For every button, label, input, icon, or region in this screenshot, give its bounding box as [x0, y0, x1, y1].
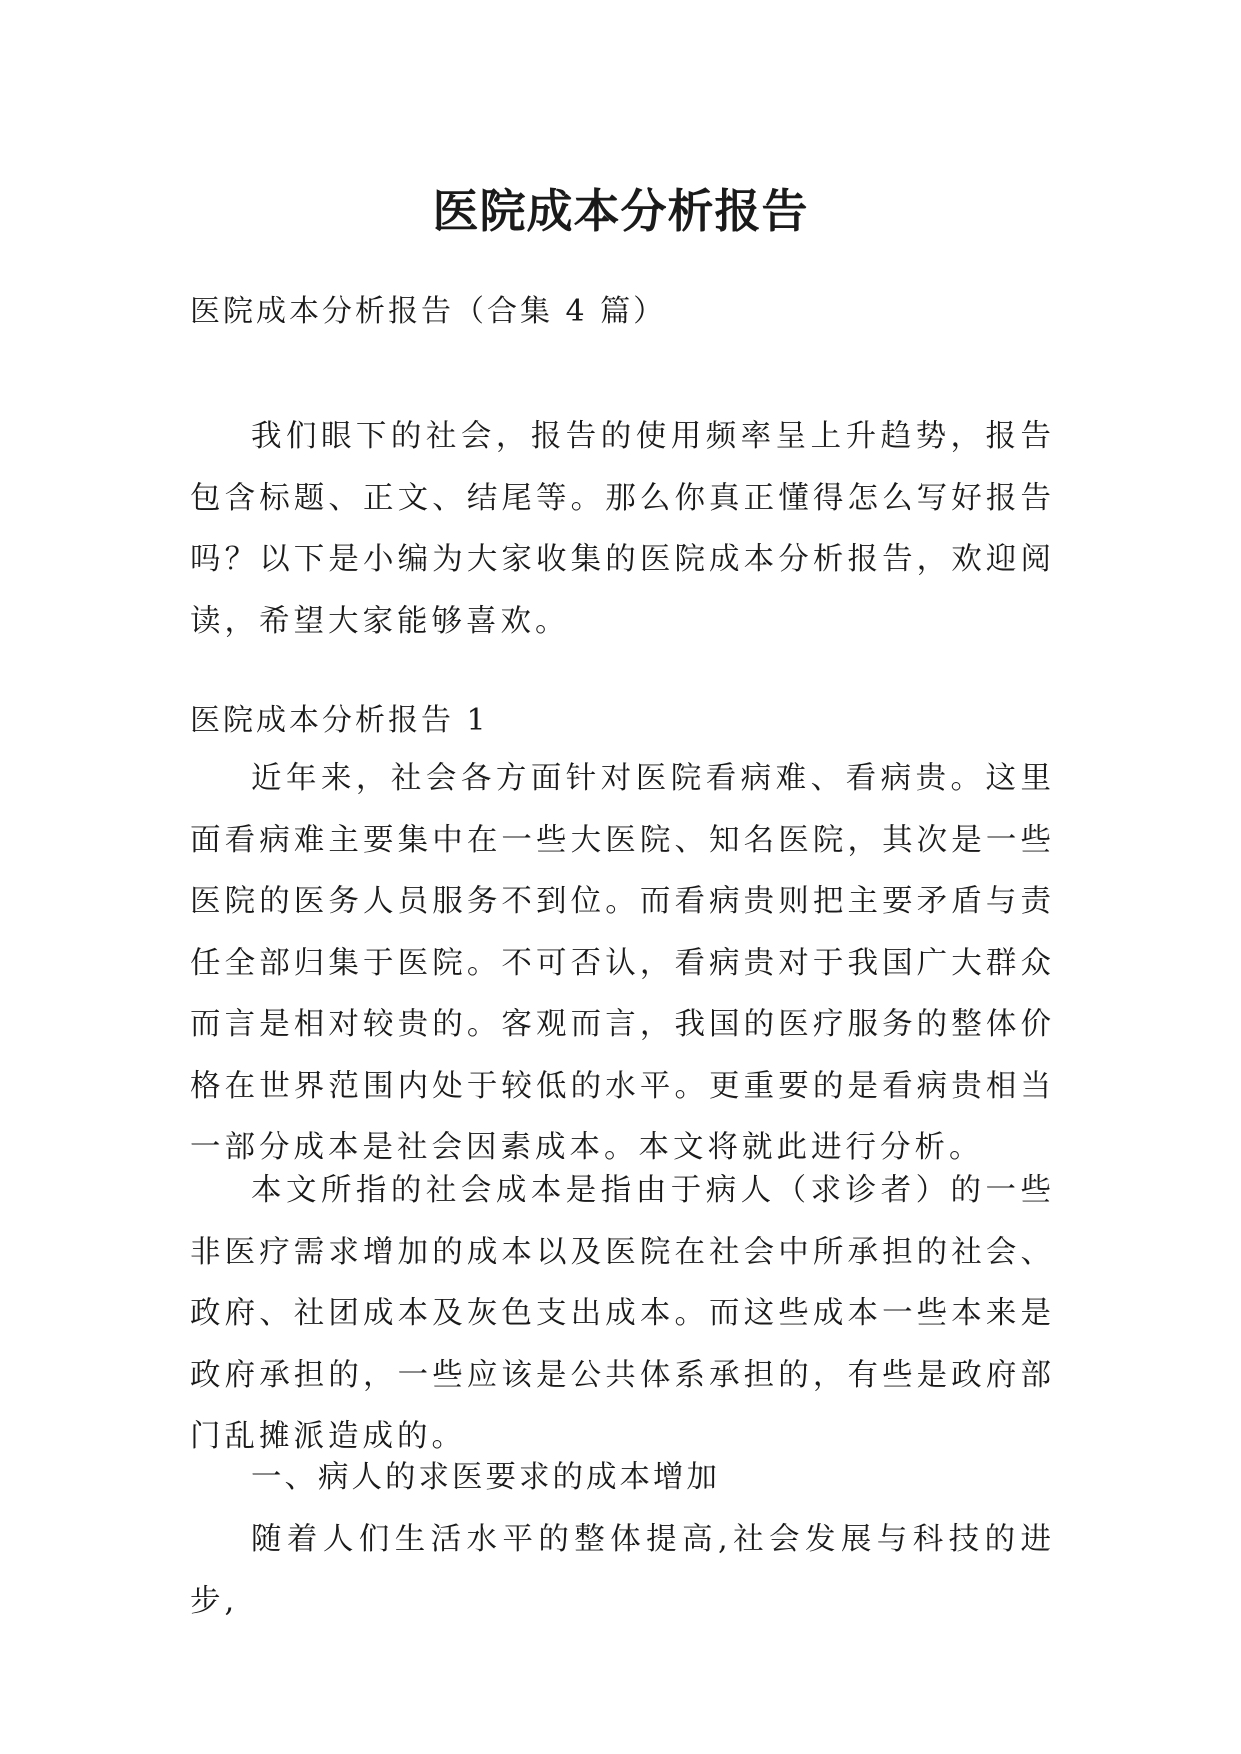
- body-paragraph: 随着人们生活水平的整体提高,社会发展与科技的进步,: [190, 1522, 1055, 1619]
- section-heading: 医院成本分析报告 1: [190, 703, 489, 738]
- body-paragraph: 本文所指的社会成本是指由于病人（求诊者）的一些非医疗需求增加的成本以及医院在社会中所承担的社会、政府、社团成本及灰色支出成本。而这些成本一些本来是政府承担的，一些应该是公共体系承担的，有些是政府部门乱摊派造成的。: [190, 1173, 1055, 1454]
- subsection-heading: 一、病人的求医要求的成本增加: [251, 1460, 720, 1495]
- intro-paragraph: 我们眼下的社会，报告的使用频率呈上升趋势，报告包含标题、正文、结尾等。那么你真正懂得怎么写好报告吗？以下是小编为大家收集的医院成本分析报告，欢迎阅读，希望大家能够喜欢。: [190, 419, 1055, 639]
- document-subtitle: 医院成本分析报告（合集 4 篇）: [190, 294, 667, 329]
- document-title: 医院成本分析报告: [432, 183, 809, 238]
- body-paragraph: 近年来，社会各方面针对医院看病难、看病贵。这里面看病难主要集中在一些大医院、知名医院，其次是一些医院的医务人员服务不到位。而看病贵则把主要矛盾与责任全部归集于医院。不可否认，看病贵对于我国广大群众而言是相对较贵的。客观而言，我国的医疗服务的整体价格在世界范围内处于较低的水平。更重要的是看病贵相当一部分成本是社会因素成本。本文将就此进行分析。: [190, 761, 1055, 1165]
